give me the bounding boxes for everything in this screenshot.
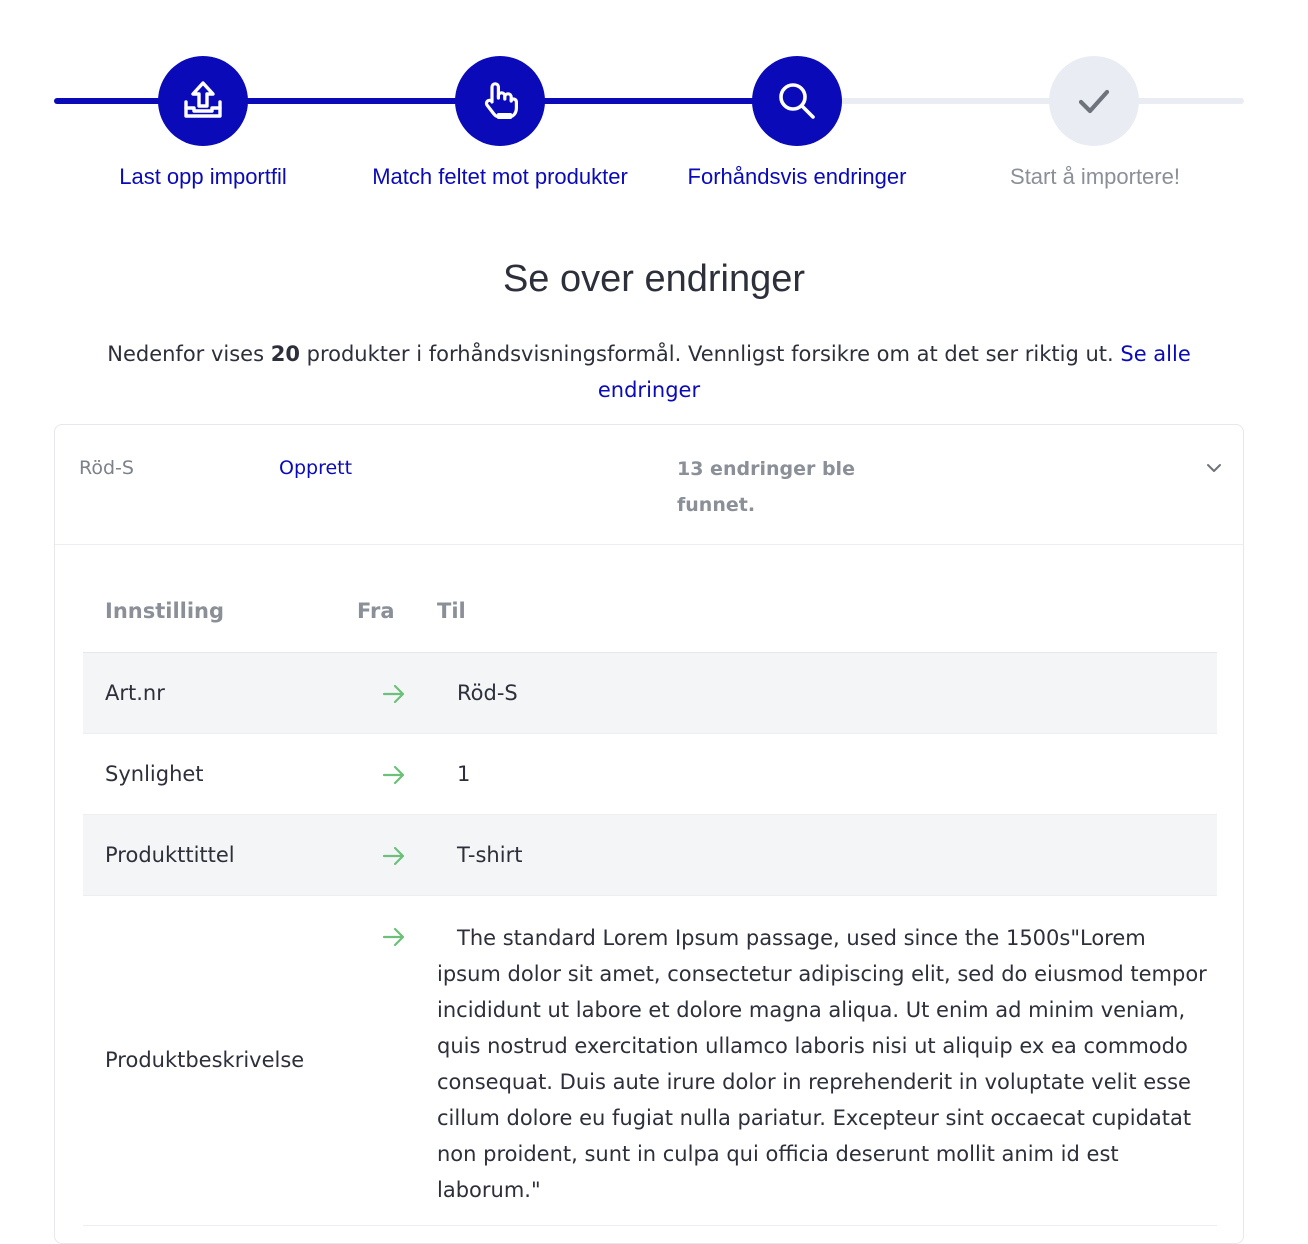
step-4-label[interactable]: Start å importere! xyxy=(1010,164,1180,189)
check-icon xyxy=(1074,81,1114,121)
column-from: Fra xyxy=(357,599,395,623)
arrow-right-icon xyxy=(381,924,407,950)
table-row xyxy=(83,734,1217,815)
product-sku: Röd-S xyxy=(79,457,134,479)
table-row xyxy=(83,896,1217,1226)
row-to-value: Röd-S xyxy=(457,681,518,705)
arrow-right-icon xyxy=(381,681,407,707)
arrow-right-icon xyxy=(381,843,407,869)
step-3-label[interactable]: Forhåndsvis endringer xyxy=(687,164,907,189)
row-setting: Synlighet xyxy=(105,762,204,786)
table-row xyxy=(83,815,1217,896)
intro-suffix: produkter i forhåndsvisningsformål. Vennligst forsikre om at det ser riktig ut. xyxy=(299,342,1121,366)
chevron-down-icon[interactable] xyxy=(1203,457,1225,479)
product-change-card xyxy=(54,424,1244,1244)
table-header xyxy=(83,571,1217,653)
search-icon xyxy=(774,78,820,124)
row-setting: Art.nr xyxy=(105,681,165,705)
upload-tray-icon xyxy=(179,77,227,125)
preview-count: 20 xyxy=(270,342,300,366)
row-setting: Produktbeskrivelse xyxy=(105,1048,305,1072)
step-4-circle[interactable] xyxy=(1049,56,1139,146)
step-2-label[interactable]: Match feltet mot produkter xyxy=(372,164,628,189)
step-1-circle[interactable] xyxy=(158,56,248,146)
row-to-value: 1 xyxy=(457,762,471,786)
stepper-track-remaining xyxy=(800,98,1244,104)
change-summary: 13 endringer ble funnet. xyxy=(677,458,855,516)
import-stepper xyxy=(0,0,1308,200)
card-header[interactable] xyxy=(55,425,1243,545)
change-action: Opprett xyxy=(279,457,353,479)
step-3-circle[interactable] xyxy=(752,56,842,146)
row-to-value: The standard Lorem Ipsum passage, used since the 1500s"Lorem ipsum dolor sit amet, consectetur adipiscing elit, sed do eiusmod tempor incididunt ut labore et dolore magna aliqua. Ut enim ad minim veniam, quis nostrud exercitation ullamco laboris nisi ut aliquip ex ea commodo consequat. Duis aute irure dolor in reprehenderit in voluptate velit esse cillum dolore eu fugiat nulla pariatur. Excepteur sint occaecat cupidatat non proident, sunt in culpa qui officia deserunt mollit anim id est laborum." xyxy=(437,926,1207,1202)
table-row xyxy=(83,653,1217,734)
page-title: Se over endringer xyxy=(502,258,806,300)
arrow-right-icon xyxy=(381,762,407,788)
column-to: Til xyxy=(437,599,466,623)
see-all-changes-link[interactable]: Se alle endringer xyxy=(597,342,1191,402)
step-1-label[interactable]: Last opp importfil xyxy=(119,164,287,189)
intro-text xyxy=(54,336,1244,408)
row-setting: Produkttittel xyxy=(105,843,235,867)
column-setting: Innstilling xyxy=(105,599,225,623)
changes-table xyxy=(83,571,1217,1226)
pointer-hand-icon xyxy=(478,79,522,123)
intro-prefix: Nedenfor vises xyxy=(107,342,271,366)
row-to-value: T-shirt xyxy=(457,843,523,867)
step-2-circle[interactable] xyxy=(455,56,545,146)
